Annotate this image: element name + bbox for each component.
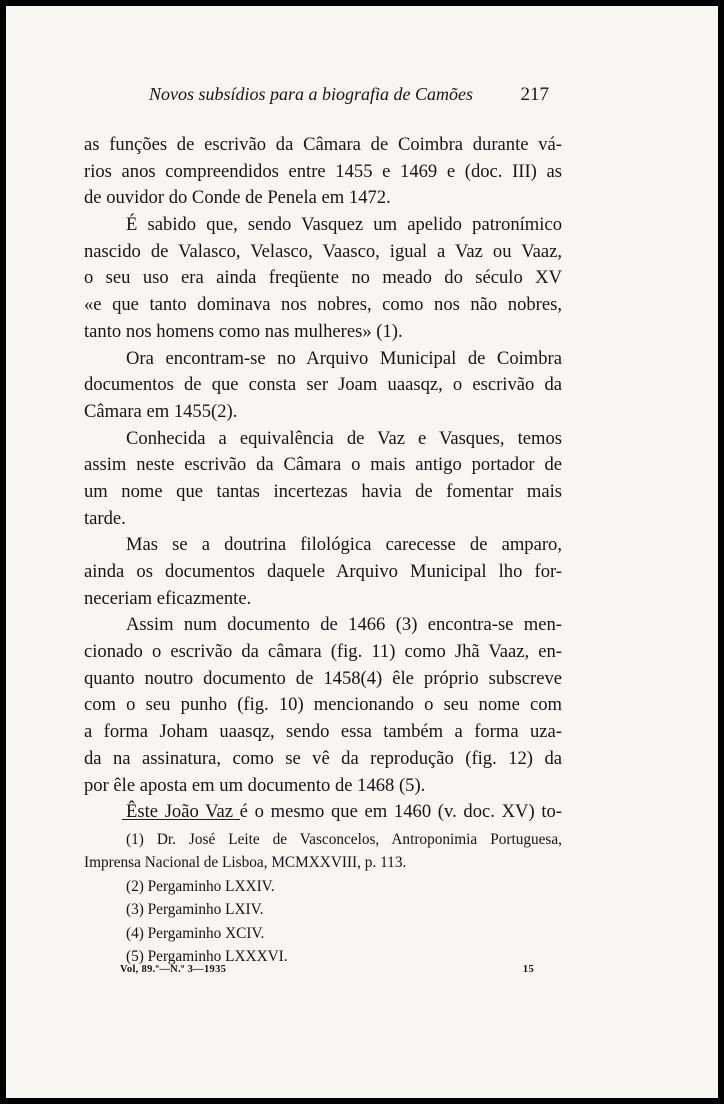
book-page (6, 6, 718, 1098)
running-header (149, 84, 549, 108)
text-line: de ouvidor do Conde de Penela em 1472. (84, 187, 391, 209)
footnote-line: (3) Pergaminho LXIV. (126, 901, 264, 919)
text-line: quanto noutro documento de 1458(4) êle próprio subscreve (84, 667, 562, 689)
text-line: documentos de que consta ser Joam uaasqz, o escrivão da (84, 374, 562, 396)
footnote-rule (122, 819, 240, 820)
page-number: 217 (520, 84, 549, 105)
text-line: tarde. (84, 507, 126, 529)
text-line: um nome que tantas incertezas havia de fomentar mais (84, 480, 562, 502)
text-line: Conhecida a equivalência de Vaz e Vasques, temos (126, 427, 562, 449)
text-line: Mas se a doutrina filológica carecesse de amparo, (126, 534, 562, 556)
text-line: Ora encontram-se no Arquivo Municipal de Coimbra (126, 347, 562, 369)
text-line: Êste João Vaz é o mesmo que em 1460 (v. doc. XV) to- (126, 801, 562, 823)
text-line: ainda os documentos daquele Arquivo Municipal lho for- (84, 561, 562, 582)
page-footer (120, 964, 534, 980)
text-line: cionado o escrivão da câmara (fig. 11) como Jhã Vaaz, en- (84, 641, 562, 663)
text-line: por êle aposta em um documento de 1468 (5). (84, 774, 426, 796)
text-line: É sabido que, sendo Vasquez um apelido patronímico (126, 214, 562, 236)
footnotes (84, 828, 562, 968)
footnote-line: (2) Pergaminho LXXIV. (126, 877, 275, 895)
text-line: neceriam eficazmente. (84, 587, 252, 609)
footnote-line: (1) Dr. José Leite de Vasconcelos, Antroponimia Portuguesa, (126, 831, 562, 848)
text-line: nascido de Valasco, Velasco, Vaasco, igual a Vaz ou Vaaz, (84, 240, 562, 262)
text-line: Câmara em 1455(2). (84, 400, 238, 422)
text-line: o seu uso era ainda freqüente no meado do século XV (84, 267, 562, 289)
signature-mark: 15 (522, 964, 534, 975)
text-line: com o seu punho (fig. 10) mencionando o seu nome com (84, 694, 562, 716)
running-title: Novos subsídios para a biografia de Camões (149, 84, 474, 104)
footnote-line: (4) Pergaminho XCIV. (126, 924, 265, 942)
text-line: as funções de escrivão da Câmara de Coimbra durante vá- (84, 134, 562, 155)
body-text (84, 132, 562, 826)
text-line: a forma Joham uaasqz, sendo essa também a forma uza- (84, 721, 562, 743)
footnote-line: Imprensa Nacional de Lisboa, MCMXXVIII, p. 113. (84, 854, 407, 872)
text-line: Assim num documento de 1466 (3) encontra-se men- (126, 614, 562, 636)
footnote-line: (5) Pergaminho LXXXVI. (126, 947, 288, 965)
text-line: rios anos compreendidos entre 1455 e 1469 e (doc. III) as (84, 160, 562, 182)
text-line: assim neste escrivão da Câmara o mais antigo portador de (84, 454, 562, 476)
text-line: «e que tanto dominava nos nobres, como nos não nobres, (84, 294, 562, 316)
text-line: da na assinatura, como se vê da reprodução (fig. 12) da (84, 747, 562, 769)
volume-issue: Vol, 89.º—N.º 3—1935 (120, 964, 227, 975)
text-line: tanto nos homens como nas mulheres» (1). (84, 320, 403, 342)
